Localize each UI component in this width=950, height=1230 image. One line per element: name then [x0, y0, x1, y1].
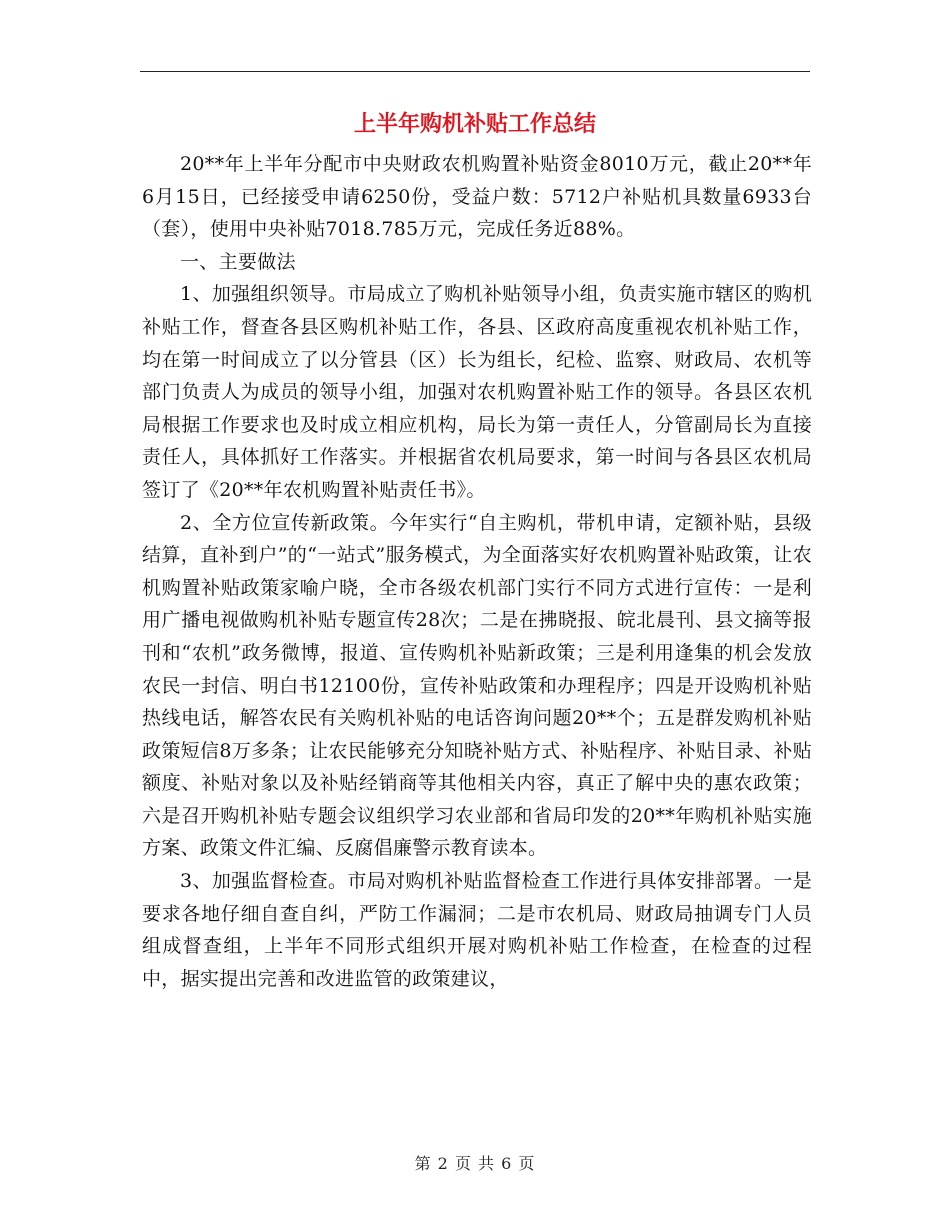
document-title: 上半年购机补贴工作总结: [353, 112, 596, 137]
paragraph-summary: 20**年上半年分配市中央财政农机购置补贴资金8010万元，截止20**年6月15日，已经接受申请6250份，受益户数：5712户补贴机具数量6933台（套），使用中央补贴7018.785万元，完成任务近88%。: [142, 153, 812, 241]
section-heading-main-practices: 一、主要做法: [180, 250, 296, 273]
paragraph-organization-leadership: 1、加强组织领导。市局成立了购机补贴领导小组，负责实施市辖区的购机补贴工作，督查各县区购机补贴工作，各县、区政府高度重视农机补贴工作，均在第一时间成立了以分管县（区）长为组长，纪检、监察、财政局、农机等部门负责人为成员的领导小组，加强对农机购置补贴工作的领导。各县区农机局根据工作要求也及时成立相应机构，局长为第一责任人，分管副局长为直接责任人，具体抓好工作落实。并根据省农机局要求，第一时间与各县区农机局签订了《20**年农机购置补贴责任书》。: [142, 283, 812, 501]
document-body: [142, 148, 812, 995]
paragraph-supervision-inspection: 3、加强监督检查。市局对购机补贴监督检查工作进行具体安排部署。一是要求各地仔细自查自纠，严防工作漏洞；二是市农机局、财政局抽调专门人员组成督查组，上半年不同形式组织开展对购机补贴工作检查，在检查的过程中，据实提出完善和改进监管的政策建议，: [142, 870, 812, 990]
paragraph-policy-publicity: 2、全方位宣传新政策。今年实行“自主购机，带机申请，定额补贴，县级结算，直补到户”的“一站式”服务模式，为全面落实好农机购置补贴政策，让农机购置补贴政策家喻户晓，全市各级农机部门实行不同方式进行宣传：一是利用广播电视做购机补贴专题宣传28次；二是在拂晓报、皖北晨刊、县文摘等报刊和“农机”政务微博，报道、宣传购机补贴新政策；三是利用逢集的机会发放农民一封信、明白书12100份，宣传补贴政策和办理程序；四是开设购机补贴热线电话，解答农民有关购机补贴的电话咨询问题20**个；五是群发购机补贴政策短信8万多条；让农民能够充分知晓补贴方式、补贴程序、补贴目录、补贴额度、补贴对象以及补贴经销商等其他相关内容，真正了解中央的惠农政策；六是召开购机补贴专题会议组织学习农业部和省局印发的20**年购机补贴实施方案、政策文件汇编、反腐倡廉警示教育读本。: [142, 511, 812, 860]
page-number-footer: 第 2 页 共 6 页: [414, 1154, 536, 1173]
header-rule: [140, 71, 810, 72]
